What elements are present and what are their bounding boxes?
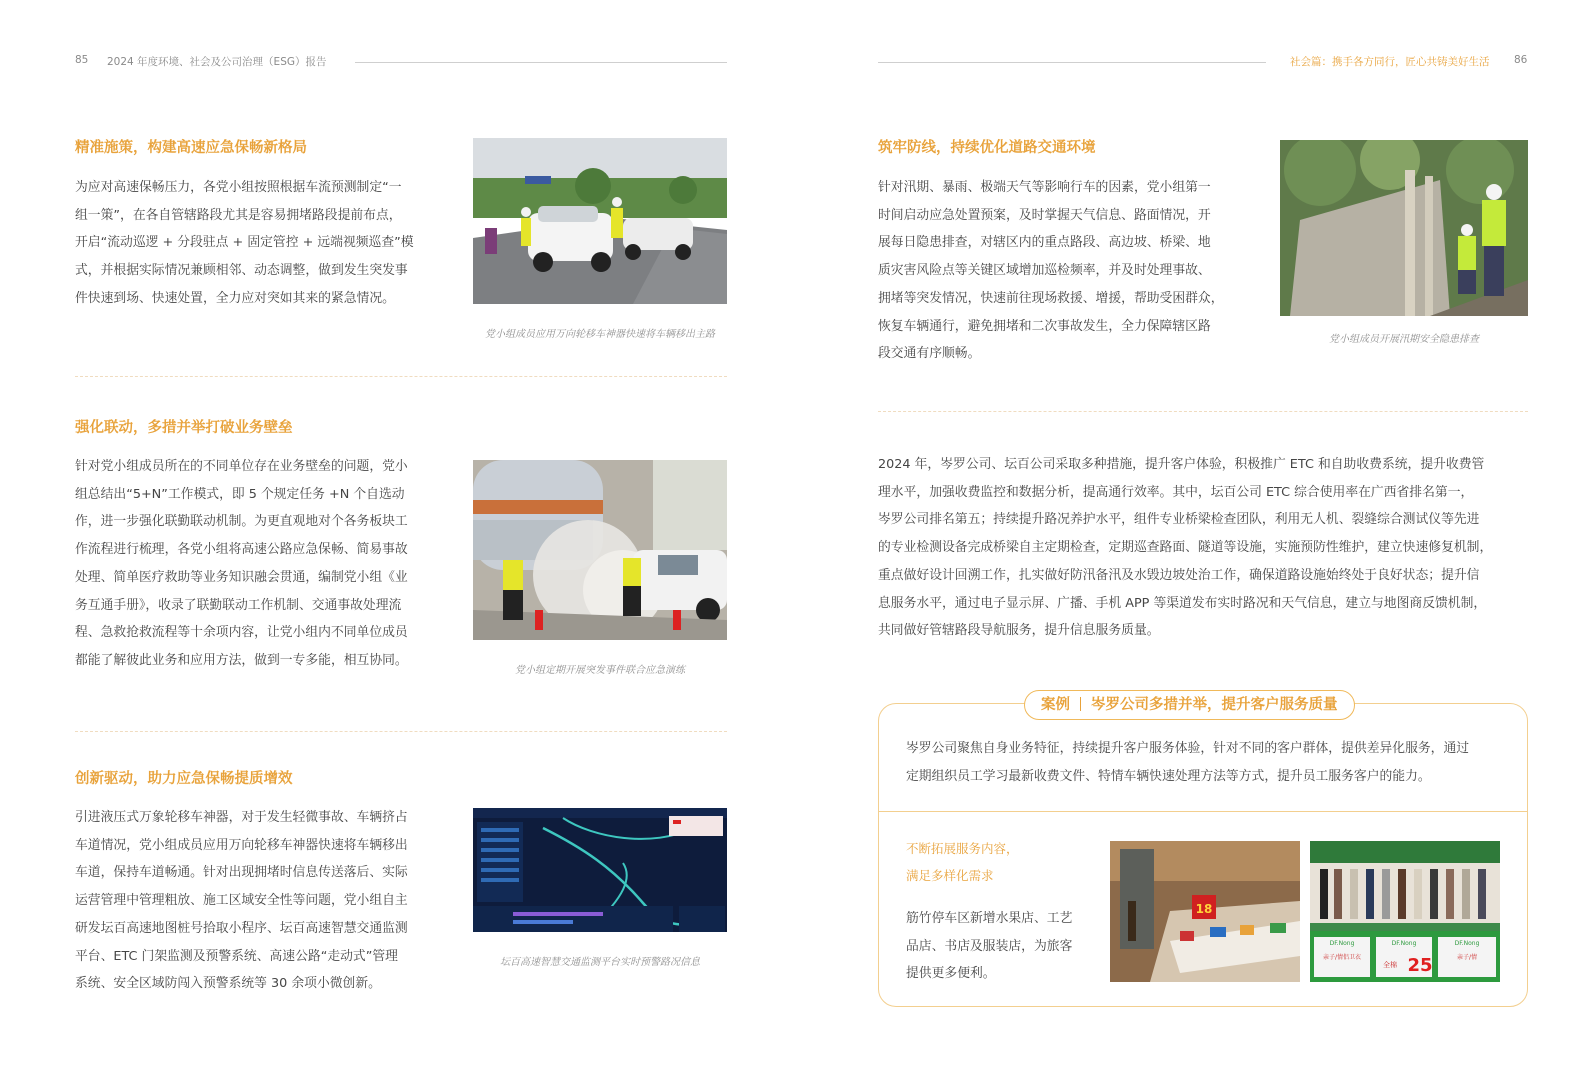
right-page-number: 86 (1514, 54, 1528, 66)
section-text-precise-measures: 为应对高速保畅压力，各党小组按照根据车流预测制定“一 组一策”，在各自管辖路段尤其是容易拥堵路段提前布点， 开启“流动巡逻 + 分段驻点 + 固定管控 + 远端视频巡查”模 式，并根据实际情况兼顾相邻、动态调整，做到发生突发事 件快速到场、快速处置，全力应对突如其来的紧急情况。 (75, 180, 414, 306)
case-title (1024, 690, 1355, 720)
price-tag-text: 18 (1195, 902, 1213, 916)
left-header-rule (355, 62, 727, 63)
banner-mid-text: 全棉 (1383, 961, 1397, 969)
photo-car-moving (473, 138, 727, 304)
case-tag: 案例 (1041, 697, 1070, 713)
section-divider (878, 411, 1528, 412)
big-price-text: 25 (1407, 955, 1433, 976)
paragraph-customer-experience: 2024 年，岑罗公司、坛百公司采取多种措施，提升客户体验，积极推广 ETC 和自助收费系统，提升收费管 理水平，加强收费监控和数据分析，提高通行效率。其中，坛百公司 ETC 综合使用率在广西省排名第一， 岑罗公司排名第五；持续提升路况养护水平，组件专业桥梁检查团队，利用无人机、裂缝综合测试仪等先进 的专业检测设备完成桥梁自主定期检查，定期巡查路面、隧道等设施，实施预防性维护，建立快速修复机制， 重点做好设计回溯工作，扎实做好防汛备汛及水毁边坡处治工作，确保道路设施始终处于良好状态；提升信 息服务水平，通过电子显示屏、广播、手机 APP 等渠道发布实时路况和天气信息，建立与地图商反馈机制， 共同做好管辖路段导航服务，提升信息服务质量。 (878, 457, 1493, 639)
case-title-text: 岑罗公司多措并举，提升客户服务质量 (1091, 697, 1338, 713)
left-running-title: 2024 年度环境、社会及公司治理（ESG）报告 (107, 56, 327, 68)
shop-sign-1: DF.Nong (1329, 940, 1355, 947)
shop-sign-3: DF.Nong (1454, 940, 1480, 947)
case-intro: 岑罗公司聚焦自身业务特征，持续提升客户服务体验，针对不同的客户群体，提供差异化服务，通过 定期组织员工学习最新收费文件、特情车辆快速处理方法等方式，提升员工服务客户的能力。 (906, 741, 1470, 784)
section-text-road-safety: 针对汛期、暴雨、极端天气等影响行车的因素，党小组第一 时间启动应急处置预案，及时掌握天气信息、路面情况，开 展每日隐患排查，对辖区内的重点路段、高边坡、桥梁、地 质灾害风险点等关键区域增加巡检频率，并及时处理事故、 拥堵等突发情况，快速前往现场救援、增援，帮助受困群众， 恢复车辆通行，避免拥堵和二次事故发生，全力保障辖区路 段交通有序顺畅。 (878, 180, 1224, 362)
case-title-separator (1080, 697, 1081, 711)
caption-car-moving: 党小组成员应用万向轮移车神器快速将车辆移出主路 (485, 329, 715, 340)
section-heading-precise-measures: 精准施策，构建高速应急保畅新格局 (75, 140, 307, 156)
left-page-number: 85 (75, 54, 89, 66)
banner-left-text: 亲子/情侣卫衣 (1322, 954, 1362, 961)
section-divider (75, 376, 727, 377)
case-divider (879, 811, 1527, 812)
photo-monitoring-platform (473, 808, 727, 932)
caption-emergency-drill: 党小组定期开展突发事件联合应急演练 (515, 665, 685, 676)
photo-clothing-store (1310, 841, 1500, 982)
shop-sign-2: DF.Nong (1391, 940, 1417, 947)
photo-emergency-drill (473, 460, 727, 640)
section-text-joint-action: 针对党小组成员所在的不同单位存在业务壁垒的问题，党小 组总结出“5+N”工作模式，即 5 个规定任务 +N 个自选动 作，进一步强化联勤联动机制。为更直观地对个各务板块工 作流程进行梳理，各党小组将高速公路应急保畅、简易事故 处理、简单医疗救助等业务知识融会贯通，编制党小组《业 务互通手册》，收录了联勤联动工作机制、交通事故处理流 程、急救抢救流程等十余项内容，让党小组内不同单位成员 都能了解彼此业务和应用方法，做到一专多能，相互协同。 (75, 459, 408, 668)
caption-monitoring-platform: 坛百高速智慧交通监测平台实时预警路况信息 (500, 957, 700, 968)
section-heading-innovation: 创新驱动，助力应急保畅提质增效 (75, 771, 293, 787)
banner-right-text: 亲子/情 (1456, 954, 1478, 961)
section-heading-joint-action: 强化联动，多措并举打破业务壁垒 (75, 420, 293, 436)
right-running-title: 社会篇：携手各方同行，匠心共铸美好生活 (1290, 56, 1490, 68)
right-header-rule (878, 62, 1266, 63)
section-text-innovation: 引进液压式万象轮移车神器，对于发生轻微事故、车辆挤占 车道情况，党小组成员应用万向轮移车神器快速将车辆移出 车道，保持车道畅通。针对出现拥堵时信息传送落后、实际 运营管理中管理粗放、施工区域安全性等问题，党小组自主 研发坛百高速地图桩号拾取小程序、坛百高速智慧交通监测 平台、ETC 门架监测及预警系统、高速公路“走动式”管理 系统、安全区域防闯入预警系统等 30 余项小微创新。 (75, 810, 408, 992)
photo-bookstore (1110, 841, 1300, 982)
case-sub-heading: 不断拓展服务内容， 满足多样化需求 (906, 841, 1019, 883)
section-heading-road-safety: 筑牢防线，持续优化道路交通环境 (878, 140, 1096, 156)
case-body: 筋竹停车区新增水果店、工艺 品店、书店及服装店，为旅客 提供更多便利。 (906, 911, 1073, 982)
section-divider (75, 731, 727, 732)
photo-flood-inspection (1280, 140, 1528, 316)
caption-flood-inspection: 党小组成员开展汛期安全隐患排查 (1329, 334, 1479, 345)
